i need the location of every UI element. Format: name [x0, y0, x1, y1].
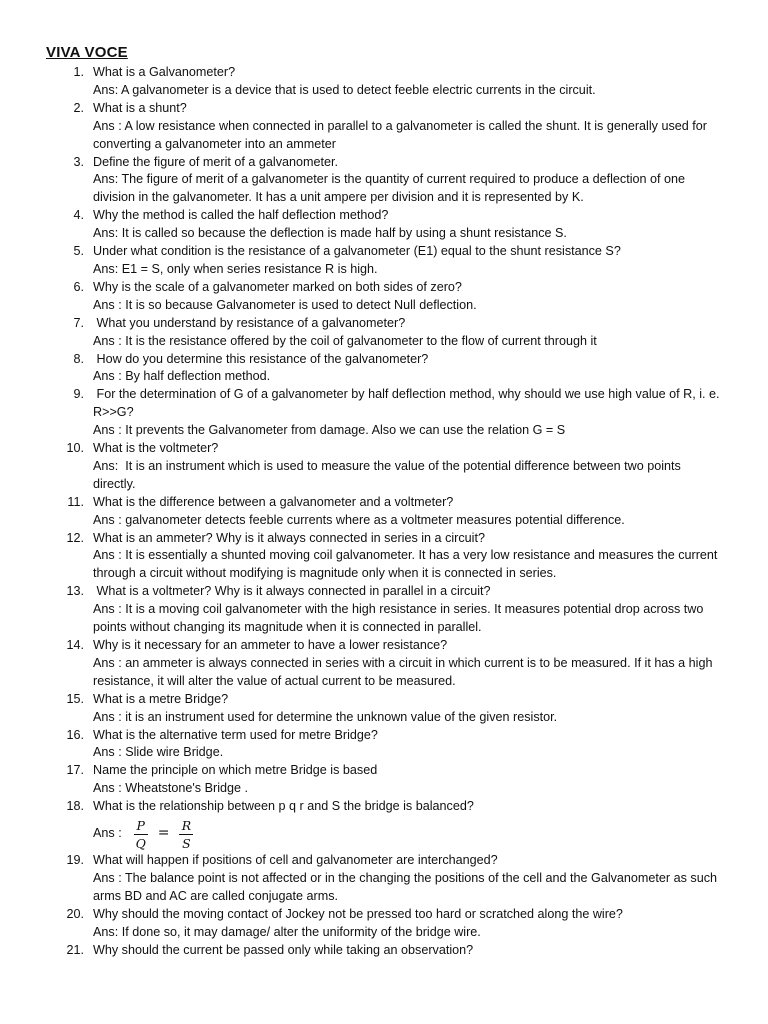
qa-item — [0, 691, 768, 727]
question-text: What is the alternative term used for metre Bridge? — [93, 727, 378, 742]
qa-item — [0, 315, 768, 351]
denominator: S — [182, 835, 191, 851]
numerator: P — [136, 817, 145, 833]
qa-item — [0, 386, 768, 440]
qa-item — [0, 207, 768, 243]
fraction-bar — [134, 834, 148, 835]
item-number: 20. — [66, 906, 84, 921]
answer-text: Ans: It is called so because the deflection is made half by using a shunt resistance S. — [93, 226, 567, 241]
qa-item — [0, 351, 768, 387]
item-number: 19. — [66, 853, 84, 868]
question-text: Why is the scale of a galvanometer marked on both sides of zero? — [93, 279, 462, 294]
question-text: What is the relationship between p q r and S the bridge is balanced? — [93, 799, 474, 814]
item-number: 11. — [67, 494, 84, 509]
answer-text: Ans: E1 = S, only when series resistance R is high. — [93, 261, 378, 276]
qa-item — [0, 942, 768, 960]
question-text: What you understand by resistance of a galvanometer? — [93, 315, 406, 330]
answer-text: Ans : it is an instrument used for determine the unknown value of the given resistor. — [93, 709, 558, 724]
question-text: What is a metre Bridge? — [93, 691, 229, 706]
item-number: 3. — [73, 154, 84, 169]
denominator: Q — [135, 835, 146, 851]
fraction — [134, 818, 148, 851]
item-number: 12. — [66, 530, 84, 545]
qa-item — [0, 852, 768, 906]
answer-formula — [93, 816, 724, 852]
item-number: 18. — [66, 799, 84, 814]
answer-text: Ans : galvanometer detects feeble currents where as a voltmeter measures potential difference. — [93, 512, 625, 527]
question-text: Why should the current be passed only while taking an observation? — [93, 942, 474, 957]
numerator: R — [181, 817, 192, 833]
item-number: 15. — [66, 691, 84, 706]
question-text: What is a Galvanometer? — [93, 65, 236, 79]
question-text: Why is it necessary for an ammeter to have a lower resistance? — [93, 638, 448, 652]
item-number: 9. — [73, 387, 84, 402]
answer-label: Ans : — [93, 826, 122, 841]
qa-item — [0, 100, 768, 154]
qa-item — [0, 279, 768, 315]
question-text: What is a voltmeter? Why is it always connected in parallel in a circuit? — [93, 584, 491, 599]
page-title: VIVA VOCE — [46, 44, 128, 61]
answer-text: Ans : A low resistance when connected in parallel to a galvanometer is called the shunt. It is generally used for converting a galvanometer into an ammeter — [93, 118, 711, 151]
item-number: 17. — [66, 763, 84, 778]
qa-item — [0, 440, 768, 494]
item-number: 6. — [73, 279, 84, 294]
item-number: 7. — [73, 315, 84, 330]
question-text: For the determination of G of a galvanometer by half deflection method, why should we use high value of R, i. e. R>>G? — [93, 387, 724, 420]
item-number: 14. — [66, 638, 84, 652]
item-number: 13. — [66, 584, 84, 599]
item-number: 8. — [73, 351, 84, 366]
question-text: What is a shunt? — [93, 100, 187, 115]
answer-text: Ans: It is an instrument which is used to measure the value of the potential difference between two points directly. — [93, 458, 685, 491]
answer-text: Ans : It is a moving coil galvanometer with the high resistance in series. It measures potential drop across two points without changing its magnitude when it is connected in parallel. — [93, 602, 707, 635]
answer-text: Ans : an ammeter is always connected in series with a circuit in which current is to be measured. If it has a high resistance, it will alter the value of actual current to be measured. — [93, 655, 716, 688]
qa-item — [0, 64, 768, 100]
answer-text: Ans : It is so because Galvanometer is used to detect Null deflection. — [93, 297, 477, 312]
question-text: What is an ammeter? Why is it always connected in series in a circuit? — [93, 530, 485, 545]
qa-item — [0, 154, 768, 208]
fraction-bar — [179, 834, 193, 835]
question-text: What is the difference between a galvanometer and a voltmeter? — [93, 494, 454, 509]
answer-text: Ans : It is essentially a shunted moving coil galvanometer. It has a very low resistance and measures the current through a circuit without modifying is magnitude only when it is connected in series. — [93, 548, 721, 581]
question-text: Under what condition is the resistance of a galvanometer (E1) equal to the shunt resistance S? — [93, 244, 621, 259]
item-number: 1. — [73, 65, 84, 79]
question-list — [0, 64, 768, 960]
qa-item — [0, 530, 768, 584]
equals-sign: = — [157, 825, 170, 842]
item-number: 21. — [66, 942, 84, 957]
answer-text: Ans : The balance point is not affected or in the changing the positions of the cell and the Galvanometer as such arms BD and AC are called conjugate arms. — [93, 870, 721, 903]
qa-item — [0, 243, 768, 279]
item-number: 10. — [66, 441, 84, 456]
answer-text: Ans : It prevents the Galvanometer from damage. Also we can use the relation G = S — [93, 423, 566, 438]
qa-item — [0, 494, 768, 530]
answer-text: Ans: If done so, it may damage/ alter the uniformity of the bridge wire. — [93, 924, 481, 939]
qa-item — [0, 762, 768, 798]
qa-item — [0, 637, 768, 691]
item-number: 5. — [73, 244, 84, 259]
question-text: What will happen if positions of cell and galvanometer are interchanged? — [93, 853, 498, 868]
item-number: 16. — [66, 727, 84, 742]
question-text: How do you determine this resistance of the galvanometer? — [93, 351, 429, 366]
question-text: Why the method is called the half deflection method? — [93, 208, 389, 223]
item-number: 2. — [73, 100, 84, 115]
answer-text: Ans: The figure of merit of a galvanometer is the quantity of current required to produce a deflection of one division in the galvanometer. It has a unit ampere per division and it is represented by K. — [93, 172, 689, 205]
fraction — [179, 818, 193, 851]
qa-item — [0, 798, 768, 852]
answer-text: Ans: A galvanometer is a device that is used to detect feeble electric currents in the circuit. — [93, 82, 596, 97]
answer-text: Ans : Slide wire Bridge. — [93, 745, 224, 760]
answer-text: Ans : By half deflection method. — [93, 369, 271, 384]
question-text: What is the voltmeter? — [93, 441, 219, 456]
answer-text: Ans : It is the resistance offered by the coil of galvanometer to the flow of current through it — [93, 333, 597, 348]
question-text: Name the principle on which metre Bridge is based — [93, 763, 378, 778]
answer-text: Ans : Wheatstone's Bridge . — [93, 781, 249, 796]
question-text: Why should the moving contact of Jockey not be pressed too hard or scratched along the wire? — [93, 906, 623, 921]
qa-item — [0, 906, 768, 942]
qa-item — [0, 727, 768, 763]
item-number: 4. — [73, 208, 84, 223]
question-text: Define the figure of merit of a galvanometer. — [93, 154, 339, 169]
qa-item — [0, 583, 768, 637]
